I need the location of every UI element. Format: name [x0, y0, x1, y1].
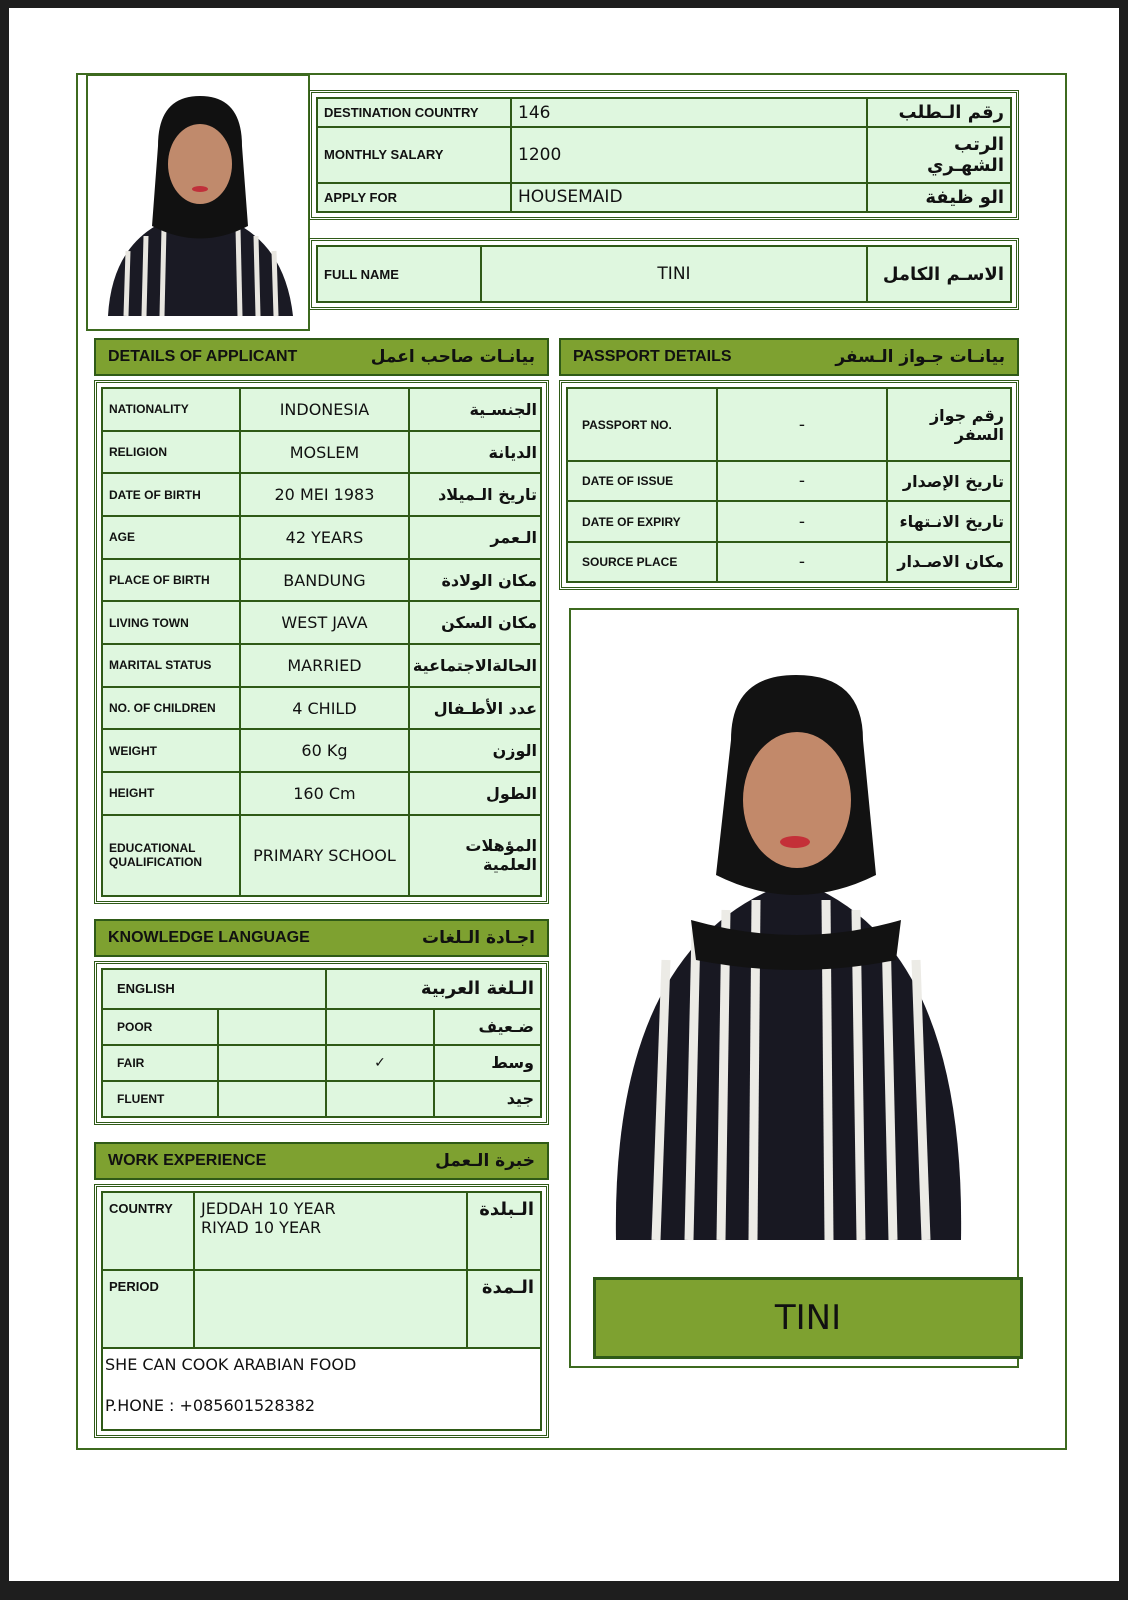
applicant-arabic: تاريخ الـميلاد [409, 473, 541, 516]
country-value-line-1: JEDDAH 10 YEAR [201, 1199, 336, 1218]
experience-title: WORK EXPERIENCE [108, 1152, 267, 1169]
applicant-label: RELIGION [102, 431, 240, 474]
notes-row [102, 1348, 541, 1430]
applicant-label: NO. OF CHILDREN [102, 687, 240, 730]
applicant-value: 4 CHILD [240, 687, 409, 730]
language-level-row [102, 1081, 541, 1117]
language-title-arabic: اجـادة الـلغات [422, 928, 535, 948]
applicant-value: 20 MEI 1983 [240, 473, 409, 516]
applicant-value: MARRIED [240, 644, 409, 687]
passport-value: - [717, 388, 887, 461]
applicant-arabic: الحالةالاجتماعية [409, 644, 541, 687]
language-level-arabic: وسط [434, 1045, 541, 1081]
applicant-value: 160 Cm [240, 772, 409, 815]
destination-country-arabic: رقم الـطلب [867, 98, 1011, 127]
applicant-label: DATE OF BIRTH [102, 473, 240, 516]
full-name-table [309, 238, 1019, 310]
destination-country-row [317, 98, 1011, 127]
passport-table [559, 380, 1019, 590]
language-table [94, 961, 549, 1125]
language-level-row [102, 1045, 541, 1081]
applicant-value: 60 Kg [240, 729, 409, 772]
applicant-arabic: الوزن [409, 729, 541, 772]
apply-for-arabic: الو ظيفة [867, 183, 1011, 212]
notes-cell [102, 1348, 541, 1430]
applicant-value: MOSLEM [240, 431, 409, 474]
country-row [102, 1192, 541, 1270]
country-label: COUNTRY [102, 1192, 194, 1270]
arabic-level-check: ✓ [326, 1045, 434, 1081]
applicant-row [102, 687, 541, 730]
language-level-row [102, 1009, 541, 1045]
language-header-row [102, 969, 541, 1009]
language-level-label: FAIR [102, 1045, 218, 1081]
passport-arabic: مكان الاصـدار [887, 542, 1011, 582]
language-level-label: FLUENT [102, 1081, 218, 1117]
language-title: KNOWLEDGE LANGUAGE [108, 929, 310, 946]
applicant-arabic: مكان السكن [409, 601, 541, 644]
passport-label: DATE OF ISSUE [567, 461, 717, 501]
large-photo-frame [569, 608, 1019, 1368]
applicant-row [102, 729, 541, 772]
period-label: PERIOD [102, 1270, 194, 1348]
applicant-label: MARITAL STATUS [102, 644, 240, 687]
applicant-table [94, 380, 549, 904]
language-level-label: POOR [102, 1009, 218, 1045]
small-photo [86, 74, 310, 331]
full-name-row [317, 246, 1011, 302]
applicant-label: NATIONALITY [102, 388, 240, 431]
language-level-arabic: جيد [434, 1081, 541, 1117]
applicant-row [102, 559, 541, 602]
arabic-level-check [326, 1009, 434, 1045]
passport-title-arabic: بيانـات جـواز الـسفر [835, 347, 1005, 367]
passport-arabic: تاريخ الانـتهاء [887, 501, 1011, 541]
monthly-salary-label: MONTHLY SALARY [317, 127, 511, 183]
applicant-row [102, 431, 541, 474]
applicant-label: EDUCATIONAL QUALIFICATION [102, 815, 240, 896]
passport-row [567, 542, 1011, 582]
passport-row [567, 501, 1011, 541]
passport-value: - [717, 461, 887, 501]
applicant-label: PLACE OF BIRTH [102, 559, 240, 602]
applicant-arabic: الديانة [409, 431, 541, 474]
apply-for-label: APPLY FOR [317, 183, 511, 212]
applicant-label: HEIGHT [102, 772, 240, 815]
full-name-arabic: الاسـم الكامل [867, 246, 1011, 302]
experience-section-header [94, 1142, 549, 1180]
applicant-arabic: الجنسـية [409, 388, 541, 431]
applicant-row [102, 815, 541, 896]
arabic-level-check [326, 1081, 434, 1117]
applicant-arabic: عدد الأطـفال [409, 687, 541, 730]
page [9, 8, 1119, 1581]
destination-country-value: 146 [511, 98, 867, 127]
applicant-arabic: المؤهلات العلمية [409, 815, 541, 896]
applicant-arabic: مكان الولادة [409, 559, 541, 602]
person-photo-small [88, 76, 308, 329]
skill-note: SHE CAN COOK ARABIAN FOOD [105, 1355, 357, 1374]
passport-arabic: رقم جواز السفر [887, 388, 1011, 461]
monthly-salary-arabic: الرتب الشهـري [867, 127, 1011, 183]
english-label: ENGLISH [102, 969, 326, 1009]
passport-arabic: تاريخ الإصدار [887, 461, 1011, 501]
english-level-check [218, 1081, 326, 1117]
country-value-line-2: RIYAD 10 YEAR [201, 1218, 322, 1237]
passport-label: SOURCE PLACE [567, 542, 717, 582]
applicant-row [102, 388, 541, 431]
language-level-arabic: ضـعيف [434, 1009, 541, 1045]
experience-title-arabic: خبرة الـعمل [435, 1151, 535, 1171]
destination-country-label: DESTINATION COUNTRY [317, 98, 511, 127]
applicant-row [102, 644, 541, 687]
language-section-header [94, 919, 549, 957]
period-arabic: الـمدة [467, 1270, 541, 1348]
full-name-label: FULL NAME [317, 246, 481, 302]
period-row [102, 1270, 541, 1348]
applicant-arabic: الـعمر [409, 516, 541, 559]
passport-value: - [717, 501, 887, 541]
applicant-title-arabic: بيانـات صاحب اعمل [370, 347, 535, 367]
name-banner: TINI [593, 1277, 1023, 1359]
passport-label: PASSPORT NO. [567, 388, 717, 461]
english-level-check [218, 1009, 326, 1045]
full-name-value: TINI [481, 246, 867, 302]
passport-row [567, 388, 1011, 461]
country-value [194, 1192, 467, 1270]
applicant-row [102, 473, 541, 516]
applicant-row [102, 601, 541, 644]
country-arabic: الـبلدة [467, 1192, 541, 1270]
apply-for-value: HOUSEMAID [511, 183, 867, 212]
passport-label: DATE OF EXPIRY [567, 501, 717, 541]
application-info-table [309, 90, 1019, 220]
applicant-value: PRIMARY SCHOOL [240, 815, 409, 896]
monthly-salary-value: 1200 [511, 127, 867, 183]
applicant-value: INDONESIA [240, 388, 409, 431]
applicant-title: DETAILS OF APPLICANT [108, 348, 298, 365]
english-level-check [218, 1045, 326, 1081]
arabic-language-label: الـلغة العربية [326, 969, 541, 1009]
applicant-label: AGE [102, 516, 240, 559]
applicant-label: LIVING TOWN [102, 601, 240, 644]
passport-row [567, 461, 1011, 501]
passport-value: - [717, 542, 887, 582]
applicant-row [102, 516, 541, 559]
person-photo-large [571, 610, 1017, 1366]
experience-table [94, 1184, 549, 1438]
monthly-salary-row [317, 127, 1011, 183]
applicant-section-header [94, 338, 549, 376]
passport-section-header [559, 338, 1019, 376]
period-value [194, 1270, 467, 1348]
applicant-arabic: الطول [409, 772, 541, 815]
phone-number: P.HONE : +085601528382 [105, 1396, 316, 1415]
applicant-value: 42 YEARS [240, 516, 409, 559]
passport-title: PASSPORT DETAILS [573, 348, 732, 365]
applicant-value: BANDUNG [240, 559, 409, 602]
applicant-row [102, 772, 541, 815]
applicant-label: WEIGHT [102, 729, 240, 772]
applicant-value: WEST JAVA [240, 601, 409, 644]
apply-for-row [317, 183, 1011, 212]
